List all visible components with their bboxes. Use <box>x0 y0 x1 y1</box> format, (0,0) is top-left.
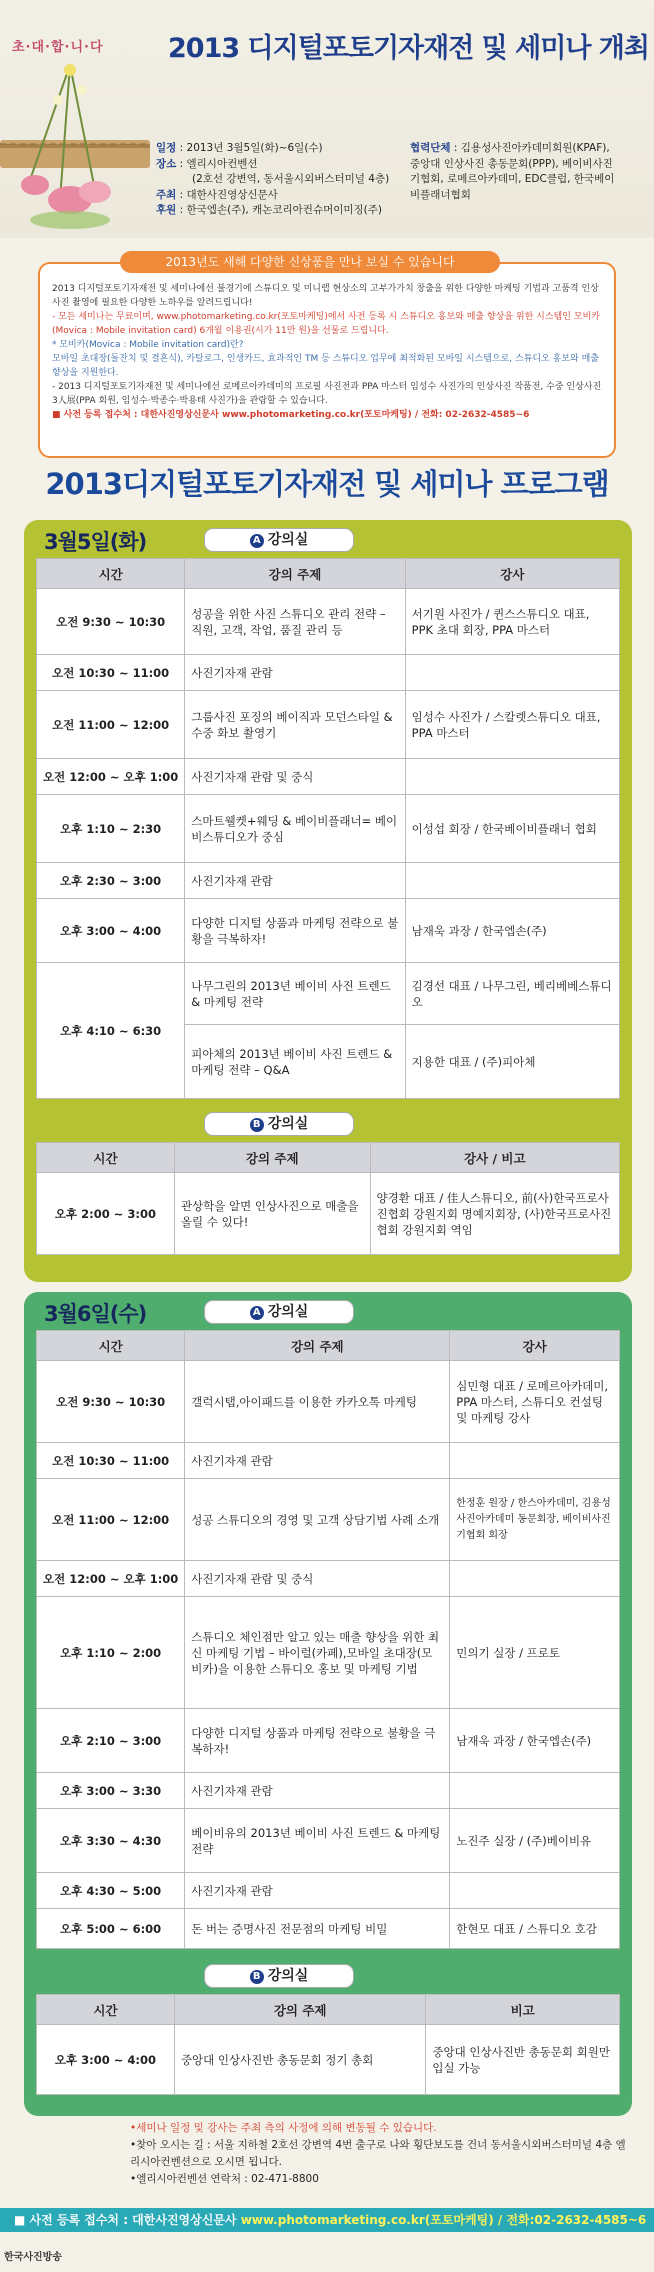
topic-cell: 스튜디오 체인점만 알고 있는 매출 향상을 위한 최신 마케팅 기법 – 바이럴(카페),모바일 초대장(모비카)을 이용한 스튜디오 홍보 및 마케팅 기법 <box>185 1597 450 1709</box>
footer-note: •엘리시아컨벤션 연락처 : 02-471-8800 <box>130 2173 319 2185</box>
table-row <box>37 1561 620 1597</box>
room-name: 강의실 <box>267 1304 309 1320</box>
time-cell: 오전 9:30 ~ 10:30 <box>37 1361 185 1443</box>
registration-url[interactable]: www.photomarketing.co.kr(포토마케팅) <box>240 2213 494 2227</box>
speaker-cell: 이성섭 회장 / 한국베이비플래너 협회 <box>405 795 619 863</box>
invite-text: 초·대·합·니·다 <box>12 40 104 55</box>
col-header-time: 시간 <box>37 1995 175 2025</box>
speaker-cell: 지용한 대표 / (주)피아체 <box>405 1025 619 1099</box>
topic-cell: 갤럭시탭,아이패드를 이용한 카카오톡 마케팅 <box>185 1361 450 1443</box>
table-row <box>37 1709 620 1773</box>
topic-cell: 관상학을 알면 인상사진으로 매출을 올릴 수 있다! <box>174 1173 370 1255</box>
col-header-speaker: 강사 <box>405 559 619 589</box>
time-cell: 오전 9:30 ~ 10:30 <box>37 589 185 655</box>
time-cell: 오후 3:00 ~ 4:00 <box>37 2025 175 2095</box>
room-name: 강의실 <box>267 1116 309 1132</box>
speaker-cell: 한정훈 원장 / 한스아카데미, 김용성사진아카데미 동문회장, 베이비사진기협회 회장 <box>450 1479 620 1561</box>
time-cell: 오전 10:30 ~ 11:00 <box>37 655 185 691</box>
topic-cell: 그룹사진 포징의 베이직과 모던스타일 & 수중 화보 촬영기 <box>185 691 405 759</box>
intro-movica-heading: * 모비카(Movica : Mobile invitation card)란? <box>52 340 244 350</box>
flower-illustration <box>0 60 150 235</box>
speaker-cell <box>405 655 619 691</box>
topic-cell: 사진기자재 관람 <box>185 1773 450 1809</box>
info-value: : 대한사진영상신문사 <box>176 188 278 201</box>
topic-cell: 다양한 디지털 상품과 마케팅 전략으로 불황을 극복하자! <box>185 899 405 963</box>
day1-label: 3월5일(화) <box>44 530 147 554</box>
time-cell: 오후 1:10 ~ 2:30 <box>37 795 185 863</box>
table-row <box>37 963 620 1025</box>
footer-note: •세미나 일정 및 강사는 주최 측의 사정에 의해 변동될 수 있습니다. <box>130 2122 437 2134</box>
info-value: : 김용성사진아카데미회원(KPAF), <box>450 142 610 154</box>
speaker-cell: 임성수 사진가 / 스칼렛스튜디오 대표, PPA 마스터 <box>405 691 619 759</box>
intro-registration: ■ 사전 등록 접수처 : 대한사진영상신문사 www.photomarketing.co.kr(포토마케팅) / 전화: 02-2632-4585~6 <box>52 410 530 420</box>
room-badge: A <box>250 1306 264 1320</box>
speaker-cell: 남재욱 과장 / 한국엡손(주) <box>405 899 619 963</box>
speaker-cell: 남재욱 과장 / 한국엡손(주) <box>450 1709 620 1773</box>
speaker-cell: 민의기 실장 / 프로토 <box>450 1597 620 1709</box>
day2-room-b-table <box>36 1994 620 2095</box>
time-cell: 오전 12:00 ~ 오후 1:00 <box>37 1561 185 1597</box>
info-key: 주최 <box>156 188 177 201</box>
table-header-row <box>37 1995 620 2025</box>
info-value: 비플래너협회 <box>410 188 471 201</box>
table-header-row <box>37 559 620 589</box>
intro-movica-desc: 모바일 초대장(돌잔치 및 결혼식), 카탈로그, 인생카드, 효과적인 TM 등 스튜디오 업무에 최적화된 모바일 시스템으로, 스튜디오 홍보와 매출 향상을 지원한다. <box>52 354 599 378</box>
day2-room-a-tab <box>204 1300 354 1324</box>
page-title: 2013 디지털포토기자재전 및 세미나 개최 <box>168 33 649 64</box>
time-cell: 오전 11:00 ~ 12:00 <box>37 691 185 759</box>
info-line <box>156 188 406 204</box>
col-header-topic: 강의 주제 <box>185 559 405 589</box>
topic-cell: 다양한 디지털 상품과 마케팅 전략으로 불황을 극복하자! <box>185 1709 450 1773</box>
room-name: 강의실 <box>267 1968 309 1984</box>
time-cell: 오후 3:00 ~ 4:00 <box>37 899 185 963</box>
col-header-time: 시간 <box>37 1331 185 1361</box>
event-info-right <box>410 141 648 203</box>
speaker-cell: 양경환 대표 / 佳人스튜디오, 前(사)한국프로사진협회 강원지회 명예지회장, (사)한국프로사진협회 강원지회 역임 <box>370 1173 619 1255</box>
topic-cell: 돈 버는 증명사진 전문점의 마케팅 비밀 <box>185 1909 450 1949</box>
registration-bar <box>0 2208 654 2232</box>
topic-cell: 베이비유의 2013년 베이비 사진 트렌드 & 마케팅 전략 <box>185 1809 450 1873</box>
program-title: 2013디지털포토기자재전 및 세미나 프로그램 <box>45 467 609 501</box>
room-badge: A <box>250 534 264 548</box>
info-line <box>156 203 406 219</box>
time-cell: 오후 2:00 ~ 3:00 <box>37 1173 175 1255</box>
info-value: : 2013년 3월5일(화)~6일(수) <box>176 142 323 154</box>
table-row <box>37 589 620 655</box>
info-value: 기협회, 로메르아카데미, EDC클럽, 한국베이 <box>410 173 615 185</box>
intro-paragraph: 2013 디지털포토기자재전 및 세미나에선 불경기에 스튜디오 및 미니랩 현상소의 고부가가치 창출을 위한 다양한 마케팅 기법과 고품격 인상 사진 촬영에 필요한 다양한 노하우를 알려드립니다! <box>52 284 599 308</box>
table-row <box>37 759 620 795</box>
col-header-topic: 강의 주제 <box>185 1331 450 1361</box>
table-row <box>37 1773 620 1809</box>
info-line <box>410 188 648 204</box>
intro-box <box>38 262 616 458</box>
info-key: 후원 <box>156 204 177 216</box>
topic-cell: 사진기자재 관람 및 중식 <box>185 759 405 795</box>
room-badge: B <box>250 1118 264 1132</box>
speaker-cell: 서기원 사진가 / 퀸스스튜디오 대표, PPK 초대 회장, PPA 마스터 <box>405 589 619 655</box>
speaker-cell: 한현모 대표 / 스튜디오 호감 <box>450 1909 620 1949</box>
time-cell: 오후 4:30 ~ 5:00 <box>37 1873 185 1909</box>
topic-cell: 성공 스튜디오의 경영 및 고객 상담기법 사례 소개 <box>185 1479 450 1561</box>
broadcaster-logo: 한국사진방송 <box>4 2252 62 2263</box>
info-value: : 엘리시아컨벤션 <box>176 157 258 170</box>
info-key: 장소 <box>156 157 177 170</box>
info-line <box>156 141 406 157</box>
footer-note: •찾아 오시는 길 : 서울 지하철 2호선 강변역 4번 출구로 나와 횡단보도를 건너 동서울시외버스터미널 4층 엘리시아컨벤션으로 오시면 됩니다. <box>130 2139 626 2168</box>
info-value: (2호선 강변역, 동서울시외버스터미널 4층) <box>192 173 390 185</box>
speaker-cell: 김경선 대표 / 나무그린, 베리베베스튜디오 <box>405 963 619 1025</box>
topic-cell: 사진기자재 관람 및 중식 <box>185 1561 450 1597</box>
topic-cell: 성공을 위한 사진 스튜디오 관리 전략 – 직원, 고객, 작업, 품질 관리 등 <box>185 589 405 655</box>
table-row <box>37 1873 620 1909</box>
topic-cell: 사진기자재 관람 <box>185 655 405 691</box>
topic-cell: 스마트웰켓+웨딩 & 베이비플래너= 베이비스튜디오가 중심 <box>185 795 405 863</box>
day1-room-b-table <box>36 1142 620 1255</box>
speaker-cell <box>405 759 619 795</box>
col-header-time: 시간 <box>37 559 185 589</box>
time-cell: 오후 2:10 ~ 3:00 <box>37 1709 185 1773</box>
speaker-cell <box>405 863 619 899</box>
table-row <box>37 691 620 759</box>
table-row <box>37 655 620 691</box>
info-line <box>410 157 648 173</box>
col-header-topic: 강의 주제 <box>174 1143 370 1173</box>
info-line <box>410 172 648 188</box>
event-info-left <box>156 141 406 219</box>
speaker-cell: 심민형 대표 / 로메르아카데미, PPA 마스터, 스튜디오 컨설팅 및 마케팅 강사 <box>450 1361 620 1443</box>
speaker-cell <box>450 1443 620 1479</box>
time-cell: 오후 4:10 ~ 6:30 <box>37 963 185 1099</box>
time-cell: 오전 12:00 ~ 오후 1:00 <box>37 759 185 795</box>
intro-exhibition: - 2013 디지털포토기자재전 및 세미나에선 로메르아카데미의 프로필 사진전과 PPA 마스터 임성수 사진가의 인상사진 작품전, 수중 인상사진 3人展(PPA 회원, 임성수·박종수·박용태 사진가)을 관람할 수 있습니다. <box>52 382 602 406</box>
table-row <box>37 795 620 863</box>
table-row <box>37 1479 620 1561</box>
col-header-topic: 강의 주제 <box>174 1995 425 2025</box>
col-header-speaker: 강사 <box>450 1331 620 1361</box>
day2-room-a-table <box>36 1330 620 1949</box>
time-cell: 오후 5:00 ~ 6:00 <box>37 1909 185 1949</box>
registration-phone: / 전화:02-2632-4585~6 <box>493 2213 647 2227</box>
registration-label: ■ 사전 등록 접수처 : 대한사진영상신문사 <box>14 2213 241 2227</box>
speaker-cell <box>450 1561 620 1597</box>
room-badge: B <box>250 1970 264 1984</box>
info-key: 협력단체 <box>410 142 451 154</box>
time-cell: 오후 2:30 ~ 3:00 <box>37 863 185 899</box>
info-line <box>156 172 406 188</box>
time-cell: 오후 1:10 ~ 2:00 <box>37 1597 185 1709</box>
speaker-cell: 노진주 실장 / (주)베이비유 <box>450 1809 620 1873</box>
topic-cell: 피아체의 2013년 베이비 사진 트렌드 & 마케팅 전략 – Q&A <box>185 1025 405 1099</box>
day1-room-a-tab <box>204 528 354 552</box>
day1-room-b-tab <box>204 1112 354 1136</box>
table-header-row <box>37 1331 620 1361</box>
table-row <box>37 1173 620 1255</box>
room-name: 강의실 <box>267 532 309 548</box>
info-value: : 한국엡손(주), 캐논코리아컨슈머이미징(주) <box>176 204 383 216</box>
table-row <box>37 863 620 899</box>
time-cell: 오후 3:30 ~ 4:30 <box>37 1809 185 1873</box>
footer-notes <box>130 2120 630 2188</box>
topic-cell: 사진기자재 관람 <box>185 863 405 899</box>
speaker-cell <box>450 1773 620 1809</box>
table-row <box>37 1809 620 1873</box>
table-row <box>37 1361 620 1443</box>
topic-cell: 나무그린의 2013년 베이비 사진 트렌드 & 마케팅 전략 <box>185 963 405 1025</box>
time-cell: 오후 3:00 ~ 3:30 <box>37 1773 185 1809</box>
table-row <box>37 1443 620 1479</box>
info-key: 일정 <box>156 142 177 154</box>
col-header-speaker: 강사 / 비고 <box>370 1143 619 1173</box>
info-line <box>410 141 648 157</box>
topic-cell: 중앙대 인상사진반 총동문회 정기 총회 <box>174 2025 425 2095</box>
time-cell: 오전 11:00 ~ 12:00 <box>37 1479 185 1561</box>
day1-room-a-table <box>36 558 620 1099</box>
topic-cell: 사진기자재 관람 <box>185 1443 450 1479</box>
table-row <box>37 2025 620 2095</box>
time-cell: 오전 10:30 ~ 11:00 <box>37 1443 185 1479</box>
col-header-time: 시간 <box>37 1143 175 1173</box>
col-header-note: 비고 <box>426 1995 620 2025</box>
table-row <box>37 1597 620 1709</box>
table-row <box>37 1909 620 1949</box>
intro-free-seminar: - 모든 세미나는 무료이며, www.photomarketing.co.kr(포토마케팅)에서 사전 등록 시 스튜디오 홍보와 매출 향상을 위한 시스템인 모비카(Movica : Mobile invitation card) 6개월 이용권(시가 11만 원)을 선물로 드립니다. <box>52 312 600 336</box>
gift-banner: 2013년도 새해 다양한 신상품을 만나 보실 수 있습니다 <box>120 251 500 273</box>
speaker-cell: 중앙대 인상사진반 총동문회 회원만 입실 가능 <box>426 2025 620 2095</box>
info-line <box>156 157 406 173</box>
info-value: 중앙대 인상사진 총동문회(PPP), 베이비사진 <box>410 157 613 170</box>
speaker-cell <box>450 1873 620 1909</box>
table-header-row <box>37 1143 620 1173</box>
table-row <box>37 899 620 963</box>
topic-cell: 사진기자재 관람 <box>185 1873 450 1909</box>
day2-room-b-tab <box>204 1964 354 1988</box>
day2-label: 3월6일(수) <box>44 1302 147 1326</box>
